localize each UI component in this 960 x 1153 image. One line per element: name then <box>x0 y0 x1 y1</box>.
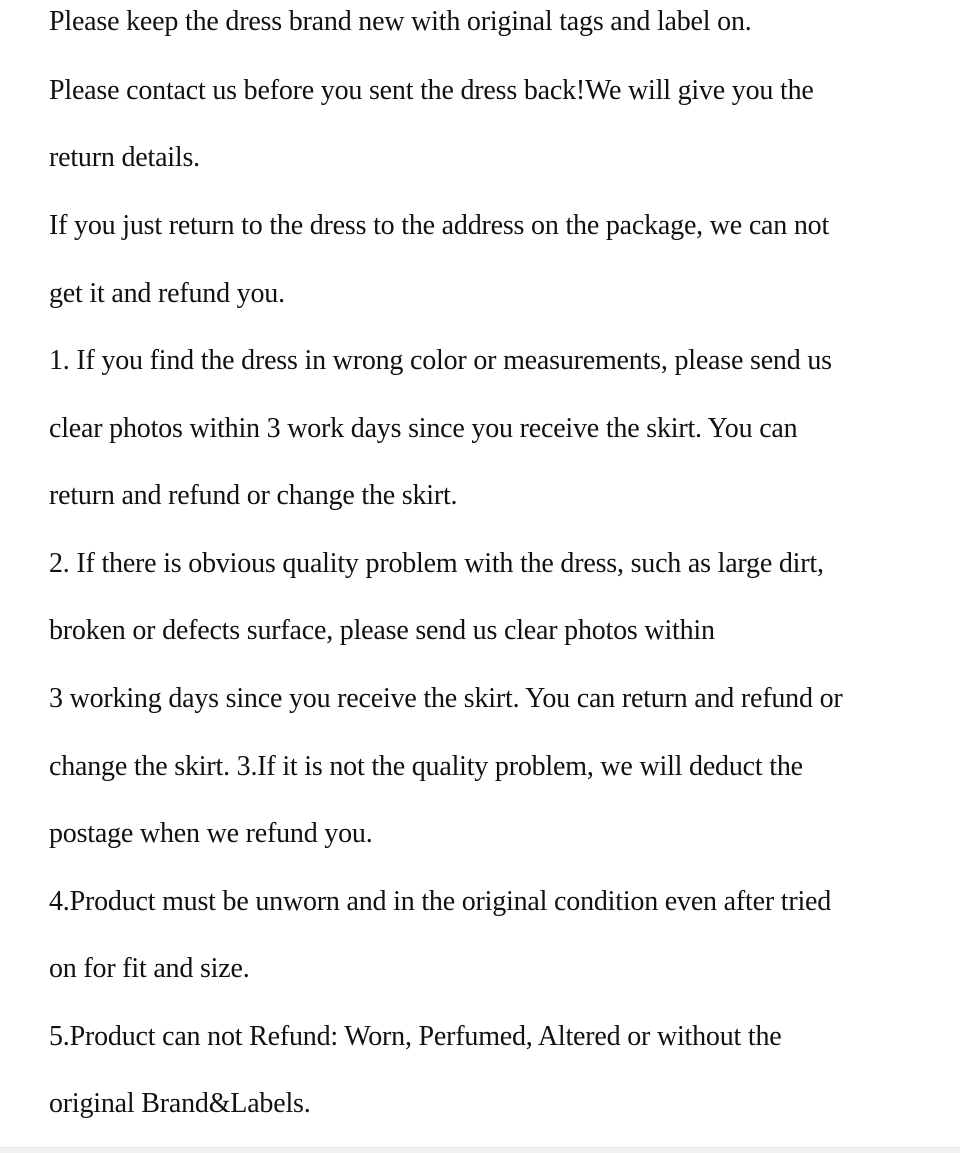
policy-line-8: return and refund or change the skirt. <box>49 480 458 511</box>
policy-line-3: return details. <box>49 142 200 173</box>
policy-line-13: postage when we refund you. <box>49 818 373 849</box>
policy-line-9: 2. If there is obvious quality problem with the dress, such as large dirt, <box>49 548 824 579</box>
policy-line-15: on for fit and size. <box>49 953 250 984</box>
policy-line-6: 1. If you find the dress in wrong color or measurements, please send us <box>49 345 832 376</box>
policy-line-17: original Brand&Labels. <box>49 1088 311 1119</box>
policy-line-14: 4.Product must be unworn and in the original condition even after tried <box>49 886 832 917</box>
policy-line-2: Please contact us before you sent the dress back!We will give you the <box>49 75 814 106</box>
policy-line-5: get it and refund you. <box>49 278 285 309</box>
policy-line-10: broken or defects surface, please send us clear photos within <box>49 615 715 646</box>
policy-line-1: Please keep the dress brand new with original tags and label on. <box>49 6 752 37</box>
page-bottom-divider <box>0 1147 960 1153</box>
policy-line-11: 3 working days since you receive the skirt. You can return and refund or <box>49 683 843 714</box>
policy-line-7: clear photos within 3 work days since you receive the skirt. You can <box>49 413 798 444</box>
policy-line-12: change the skirt. 3.If it is not the quality problem, we will deduct the <box>49 751 803 782</box>
policy-line-16: 5.Product can not Refund: Worn, Perfumed, Altered or without the <box>49 1021 782 1052</box>
policy-line-4: If you just return to the dress to the address on the package, we can not <box>49 210 830 241</box>
